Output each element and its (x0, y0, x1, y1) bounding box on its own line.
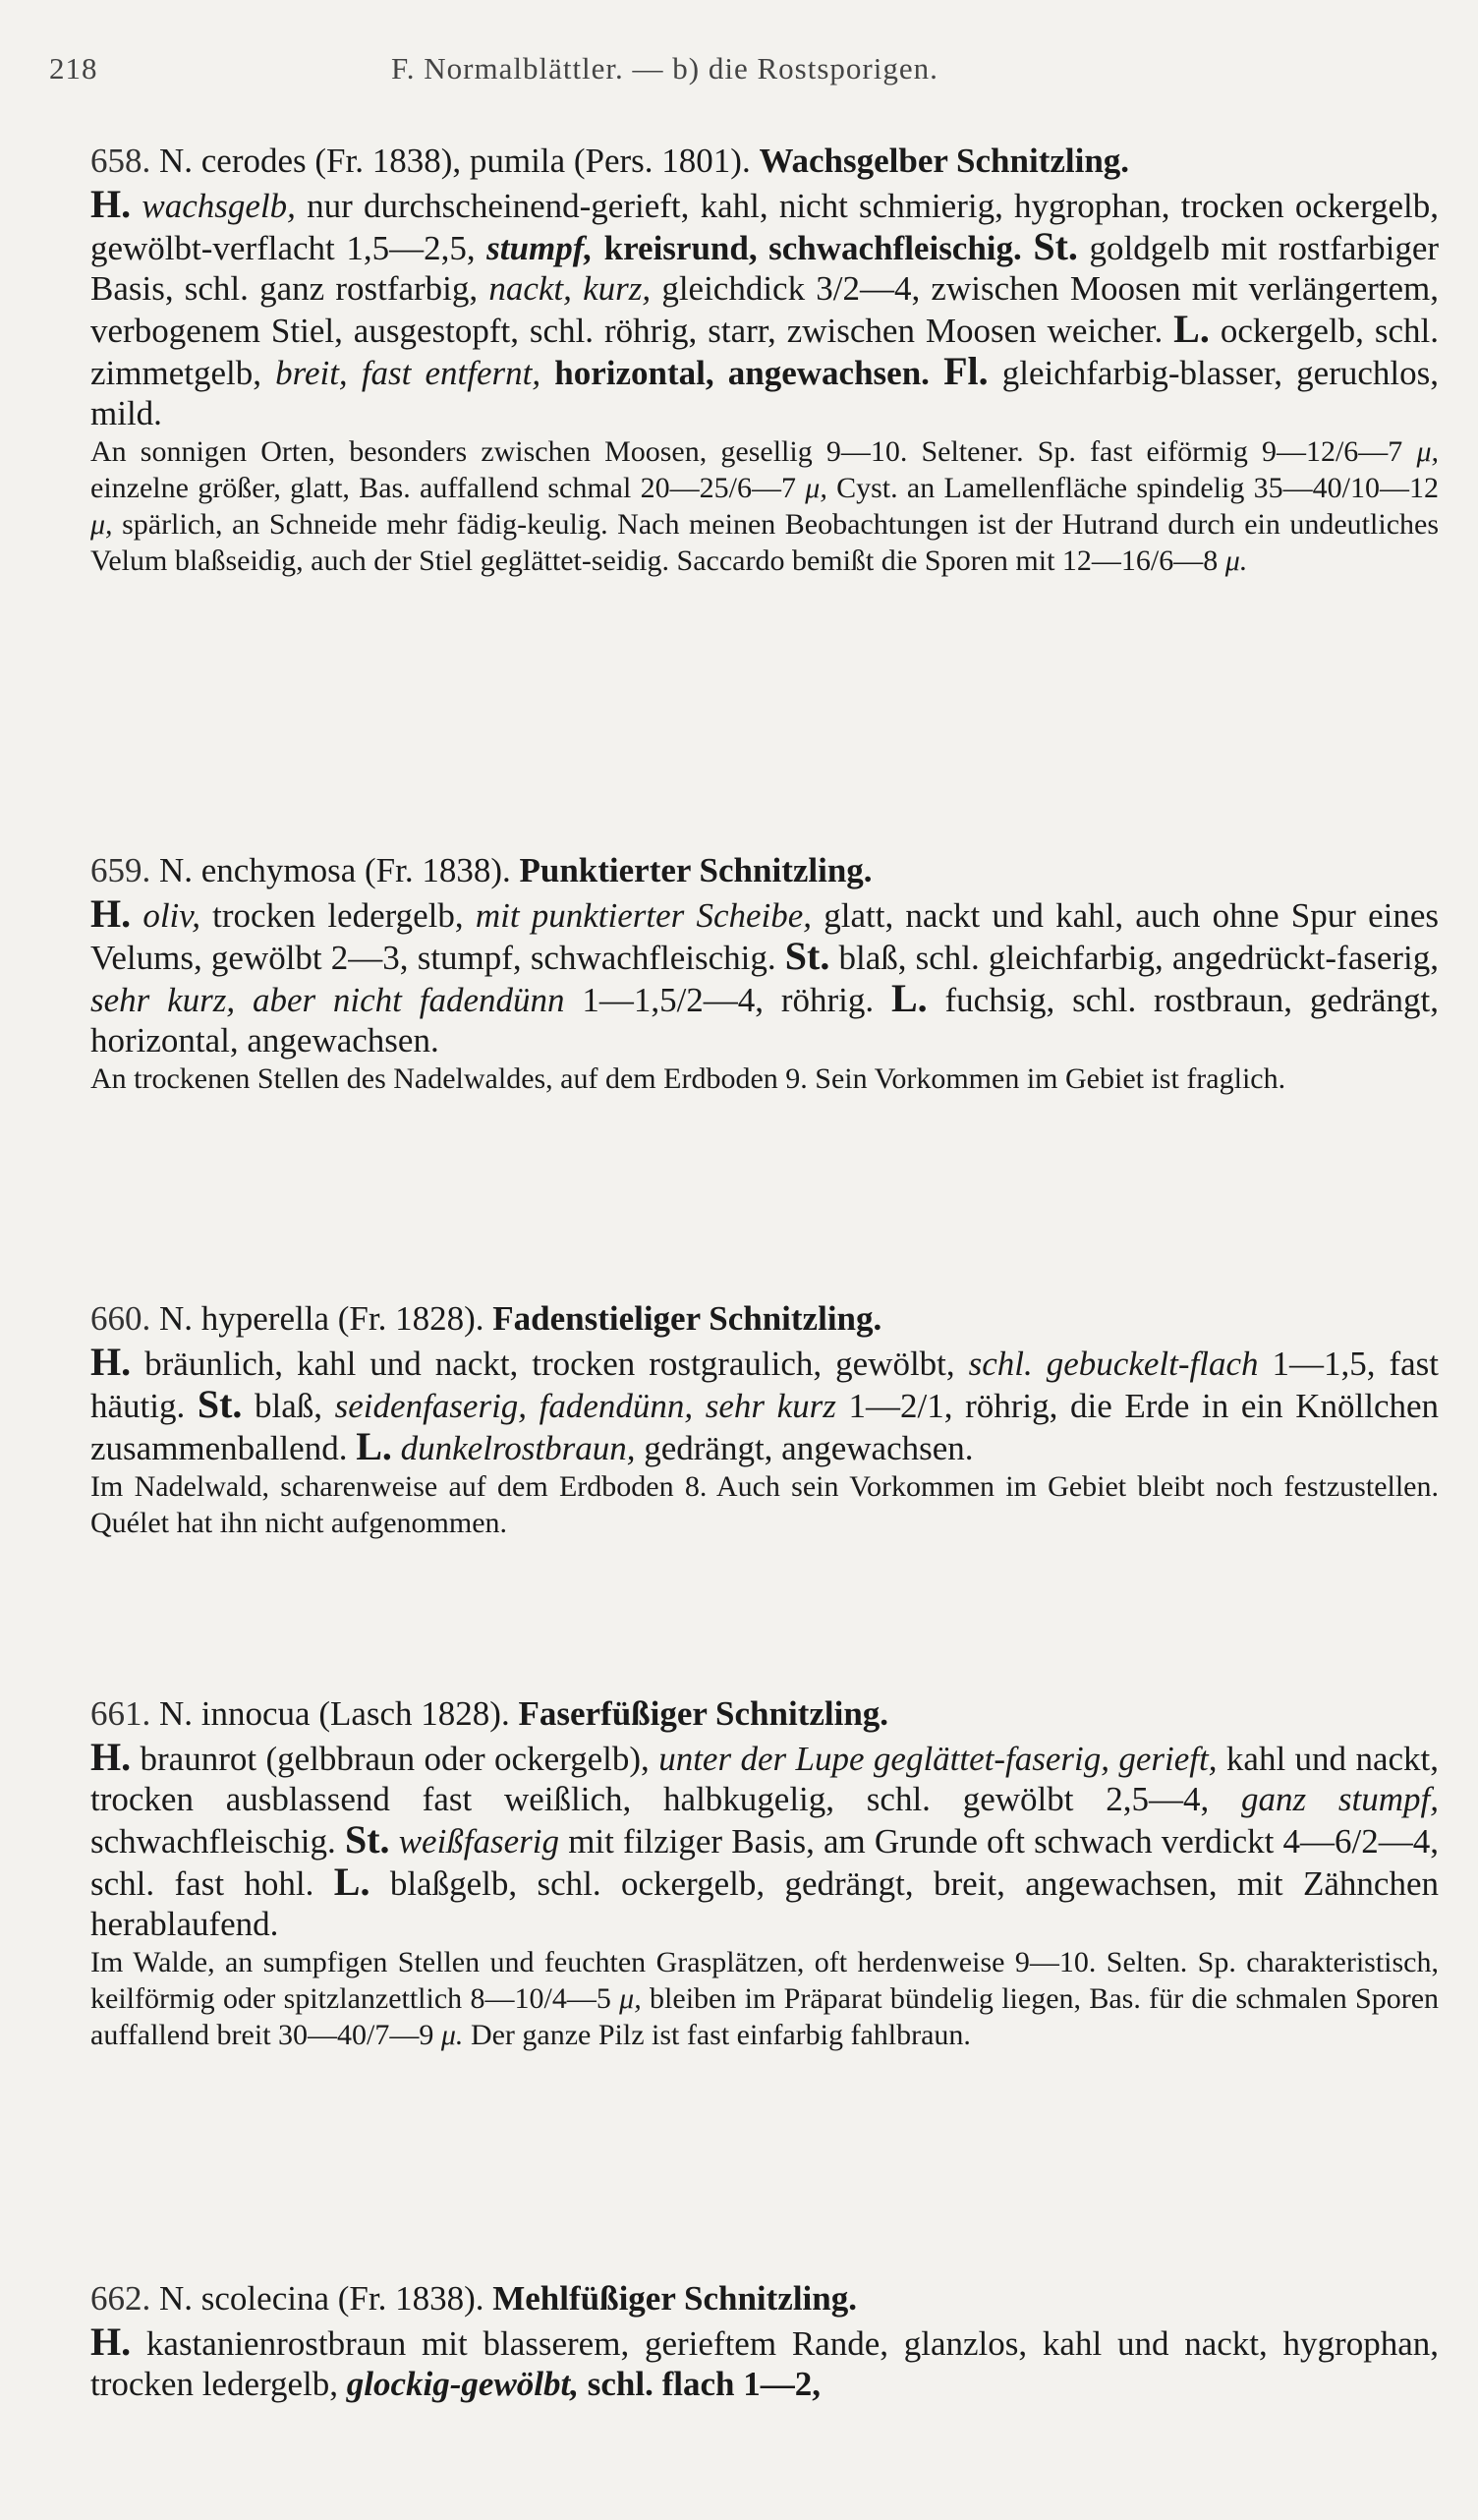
lamellen-label: L. (1173, 307, 1210, 351)
entry-number: 659. (90, 851, 151, 889)
page-number: 218 (49, 51, 98, 86)
entry-659 (90, 847, 1439, 1097)
entry-note: Im Walde, an sumpfigen Stellen und feuchten Grasplätzen, oft herdenweise 9—10. Selten. Sp. charakteristisch, keilförmig oder spitzlanzettlich 8—10/4—5 μ, bleiben im Präparat bündelig liegen, Bas. für die schmalen Sporen auffallend breit 30—40/7—9 μ. Der ganze Pilz ist fast einfarbig fahlbraun. (90, 1946, 1440, 2051)
entry-heading (90, 847, 1439, 893)
entry-description: H. wachsgelb, nur durchscheinend-gerieft, kahl, nicht schmierig, hygrophan, trocken ockergelb, gewölbt-verflacht 1,5—2,5, stumpf, kreisrund, schwachfleischig. St. goldgelb mit rostfarbiger Basis, schl. ganz rostfarbig, nackt, kurz, gleichdick 3/2—4, zwischen Moosen mit verlängertem, verbogenem Stiel, ausgestopft, schl. röhrig, starr, zwischen Moosen weicher. L. ockergelb, schl. zimmetgelb, breit, fast entfernt, horizontal, angewachsen. Fl. gleichfarbig-blasser, geruchlos, mild. (90, 182, 1440, 432)
common-name: Punktierter Schnitzling. (519, 851, 873, 889)
entry-heading (90, 138, 1439, 184)
species-author: (Lasch 1828). (318, 1694, 510, 1733)
stiel-label: St. (784, 934, 830, 978)
entry-number: 658. (90, 142, 151, 180)
entry-660 (90, 1295, 1439, 1541)
entry-note: An sonnigen Orten, besonders zwischen Moosen, gesellig 9—10. Seltener. Sp. fast eiförmig 9—12/6—7 μ, einzelne größer, glatt, Bas. auffallend schmal 20—25/6—7 μ, Cyst. an Lamellenfläche spindelig 35—40/10—12 μ, spärlich, an Schneide mehr fädig-keulig. Nach meinen Beobachtungen ist der Hutrand durch ein undeutliches Velum blaßseidig, auch der Stiel geglättet-seidig. Saccardo bemißt die Sporen mit 12—16/6—8 μ. (90, 435, 1440, 577)
entry-658 (90, 138, 1439, 579)
species-author: (Fr. 1838). (337, 2279, 484, 2318)
entry-number: 662. (90, 2279, 151, 2318)
lamellen-label: L. (356, 1424, 392, 1468)
entry-heading (90, 2275, 1439, 2321)
hut-label: H. (90, 1735, 132, 1779)
entry-note: Im Nadelwald, scharenweise auf dem Erdboden 8. Auch sein Vorkommen im Gebiet bleibt noch festzustellen. Quélet hat ihn nicht aufgenommen. (90, 1470, 1439, 1539)
common-name: Wachsgelber Schnitzling. (759, 142, 1130, 180)
common-name: Fadenstieliger Schnitzling. (492, 1299, 882, 1338)
common-name: Mehlfüßiger Schnitzling. (492, 2279, 857, 2318)
species-name: N. hyperella (159, 1299, 329, 1338)
entry-heading (90, 1295, 1439, 1342)
entry-description: H. bräunlich, kahl und nackt, trocken rostgraulich, gewölbt, schl. gebuckelt-flach 1—1,5, fast häutig. St. blaß, seidenfaserig, fadendünn, sehr kurz 1—2/1, röhrig, die Erde in ein Knöllchen zusammenballend. L. dunkelrostbraun, gedrängt, angewachsen. (90, 1340, 1440, 1468)
hut-label: H. (90, 1340, 132, 1384)
lamellen-label: L. (890, 976, 928, 1020)
species-author: (Fr. 1828). (337, 1299, 484, 1338)
entry-number: 661. (90, 1694, 151, 1733)
common-name: Faserfüßiger Schnitzling. (518, 1694, 889, 1733)
species-author: (Fr. 1838). (364, 851, 511, 889)
species-author: (Fr. 1838), (314, 142, 462, 180)
hut-label: H. (90, 2320, 132, 2364)
species-name: N. cerodes (159, 142, 307, 180)
entry-description: H. kastanienrostbraun mit blasserem, gerieftem Rande, glanzlos, kahl und nackt, hygrophan, trocken ledergelb, glockig-gewölbt, schl. flach 1—2, (90, 2320, 1439, 2403)
entry-662 (90, 2275, 1439, 2404)
hut-label: H. (90, 182, 132, 226)
entry-description: H. oliv, trocken ledergelb, mit punktierter Scheibe, glatt, nackt und kahl, auch ohne Spur eines Velums, gewölbt 2—3, stumpf, schwachfleischig. St. blaß, schl. gleichfarbig, angedrückt-faserig, sehr kurz, aber nicht fadendünn 1—1,5/2—4, röhrig. L. fuchsig, schl. rostbraun, gedrängt, horizontal, angewachsen. (90, 891, 1440, 1060)
hut-label: H. (90, 891, 132, 936)
stiel-label: St. (1033, 224, 1078, 268)
stiel-label: St. (344, 1817, 390, 1861)
species-name: N. enchymosa (159, 851, 357, 889)
species-synonym: pumila (Pers. 1801). (469, 142, 751, 180)
entry-description: H. braunrot (gelbbraun oder ockergelb), unter der Lupe geglättet-faserig, gerieft, kahl und nackt, trocken ausblassend fast weißlich, halbkugelig, schl. gewölbt 2,5—4, ganz stumpf, schwachfleischig. St. weißfaserig mit filziger Basis, am Grunde oft schwach verdickt 4—6/2—4, schl. fast hohl. L. blaßgelb, schl. ockergelb, gedrängt, breit, angewachsen, mit Zähnchen herablaufend. (90, 1735, 1440, 1943)
lamellen-label: L. (333, 1860, 370, 1904)
running-title: F. Normalblättler. — b) die Rostsporigen. (391, 51, 938, 86)
entry-heading (90, 1690, 1439, 1737)
stiel-label: St. (197, 1382, 243, 1426)
fleisch-label: Fl. (943, 349, 989, 393)
species-name: N. innocua (159, 1694, 311, 1733)
entry-note: An trockenen Stellen des Nadelwaldes, auf dem Erdboden 9. Sein Vorkommen im Gebiet ist fraglich. (90, 1062, 1286, 1095)
entry-661 (90, 1690, 1439, 2053)
species-name: N. scolecina (159, 2279, 329, 2318)
entry-number: 660. (90, 1299, 151, 1338)
